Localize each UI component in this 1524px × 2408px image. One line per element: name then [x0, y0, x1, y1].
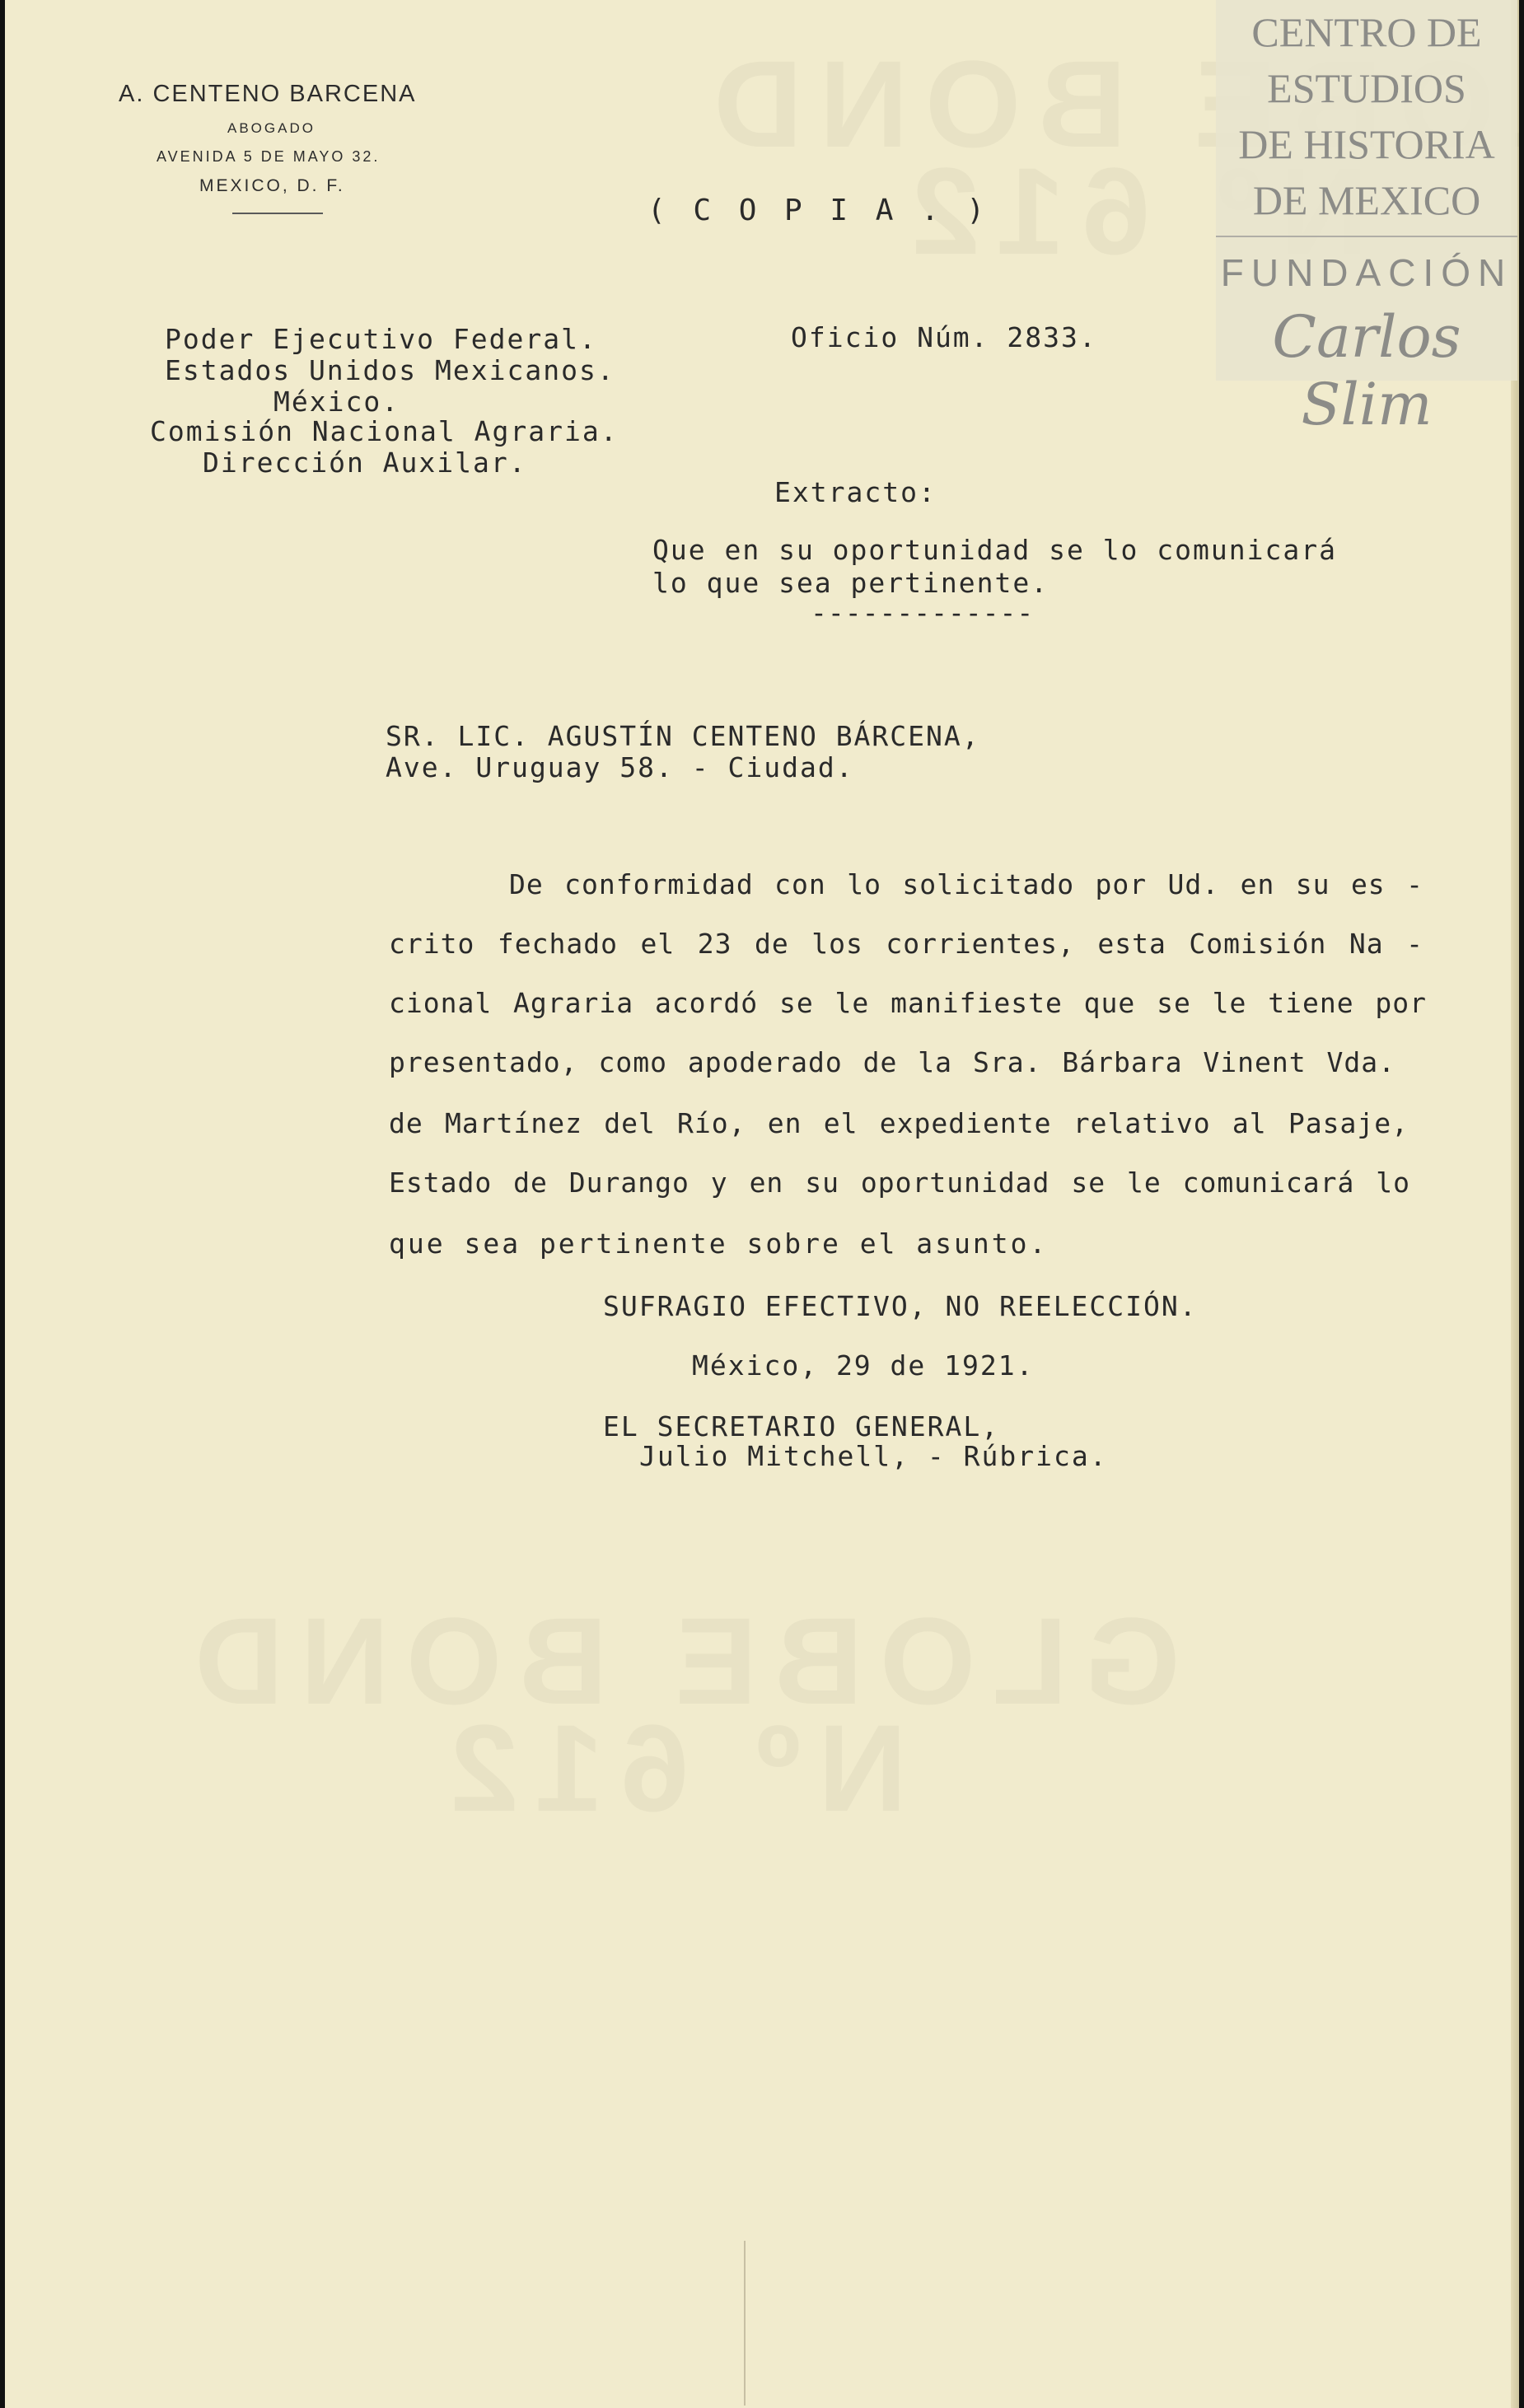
letterhead-name: A. CENTENO BARCENA	[119, 81, 417, 107]
signer-name: Julio Mitchell, - Rúbrica.	[639, 1440, 1108, 1472]
letterhead-address: AVENIDA 5 DE MAYO 32.	[157, 148, 381, 165]
extracto-line-1: Que en su oportunidad se lo comunicará	[652, 534, 1337, 566]
body-line-7: que sea pertinente sobre el asunto.	[389, 1227, 1049, 1260]
sender-line-5: Dirección Auxilar.	[203, 447, 527, 479]
archive-stamp	[1216, 0, 1517, 438]
extracto-line-2: lo que sea pertinente.	[652, 567, 1050, 599]
stamp-line-1: CENTRO DE	[1251, 9, 1482, 55]
sender-line-4: Comisión Nacional Agraria.	[150, 415, 619, 447]
stamp-line-2: ESTUDIOS	[1267, 65, 1466, 111]
recipient-line-2: Ave. Uruguay 58. - Ciudad.	[386, 751, 854, 783]
oficio-number: Oficio Núm. 2833.	[791, 321, 1097, 353]
body-line-3: cional Agraria acordó se le manifieste que se le tiene por	[389, 987, 1427, 1019]
watermark-bottom-line2	[433, 1697, 907, 1840]
extracto-rule: -------------	[811, 596, 1035, 629]
sender-line-3: México.	[273, 386, 400, 418]
body-line-5: de Martínez del Río, en el expediente relativo al Pasaje,	[389, 1107, 1409, 1139]
sender-line-2: Estados Unidos Mexicanos.	[165, 354, 615, 386]
letterhead-city: MEXICO, D. F.	[199, 176, 345, 195]
stamp-line-3: DE HISTORIA	[1238, 121, 1495, 167]
closing-motto: SUFRAGIO EFECTIVO, NO REELECCIÓN.	[603, 1290, 1198, 1322]
stamp-divider	[1216, 236, 1517, 237]
paper-fold-mark	[744, 2241, 746, 2406]
stamp-line-4: DE MEXICO	[1252, 177, 1481, 223]
sender-line-1: Poder Ejecutivo Federal.	[165, 323, 597, 355]
body-line-2: crito fechado el 23 de los corrientes, esta Comisión Na -	[389, 928, 1423, 960]
closing-date: México, 29 de 1921.	[692, 1349, 1035, 1382]
body-line-6: Estado de Durango y en su oportunidad se le comunicará lo	[389, 1167, 1410, 1199]
signer-title: EL SECRETARIO GENERAL,	[603, 1410, 1000, 1442]
letterhead-rule	[232, 213, 323, 214]
body-line-1: De conformidad con lo solicitado por Ud. en su es -	[509, 868, 1423, 900]
extracto-label: Extracto:	[774, 476, 937, 508]
stamp-line-5: FUNDACIÓN	[1220, 251, 1513, 294]
body-line-4: presentado, como apoderado de la Sra. Bárbara Vinent Vda.	[389, 1046, 1395, 1078]
stamp-signature: Carlos Slim	[1272, 303, 1461, 438]
copy-label: ( C O P I A . )	[647, 194, 990, 227]
recipient-line-1: SR. LIC. AGUSTÍN CENTENO BÁRCENA,	[386, 720, 980, 752]
letterhead-title: ABOGADO	[227, 120, 316, 136]
